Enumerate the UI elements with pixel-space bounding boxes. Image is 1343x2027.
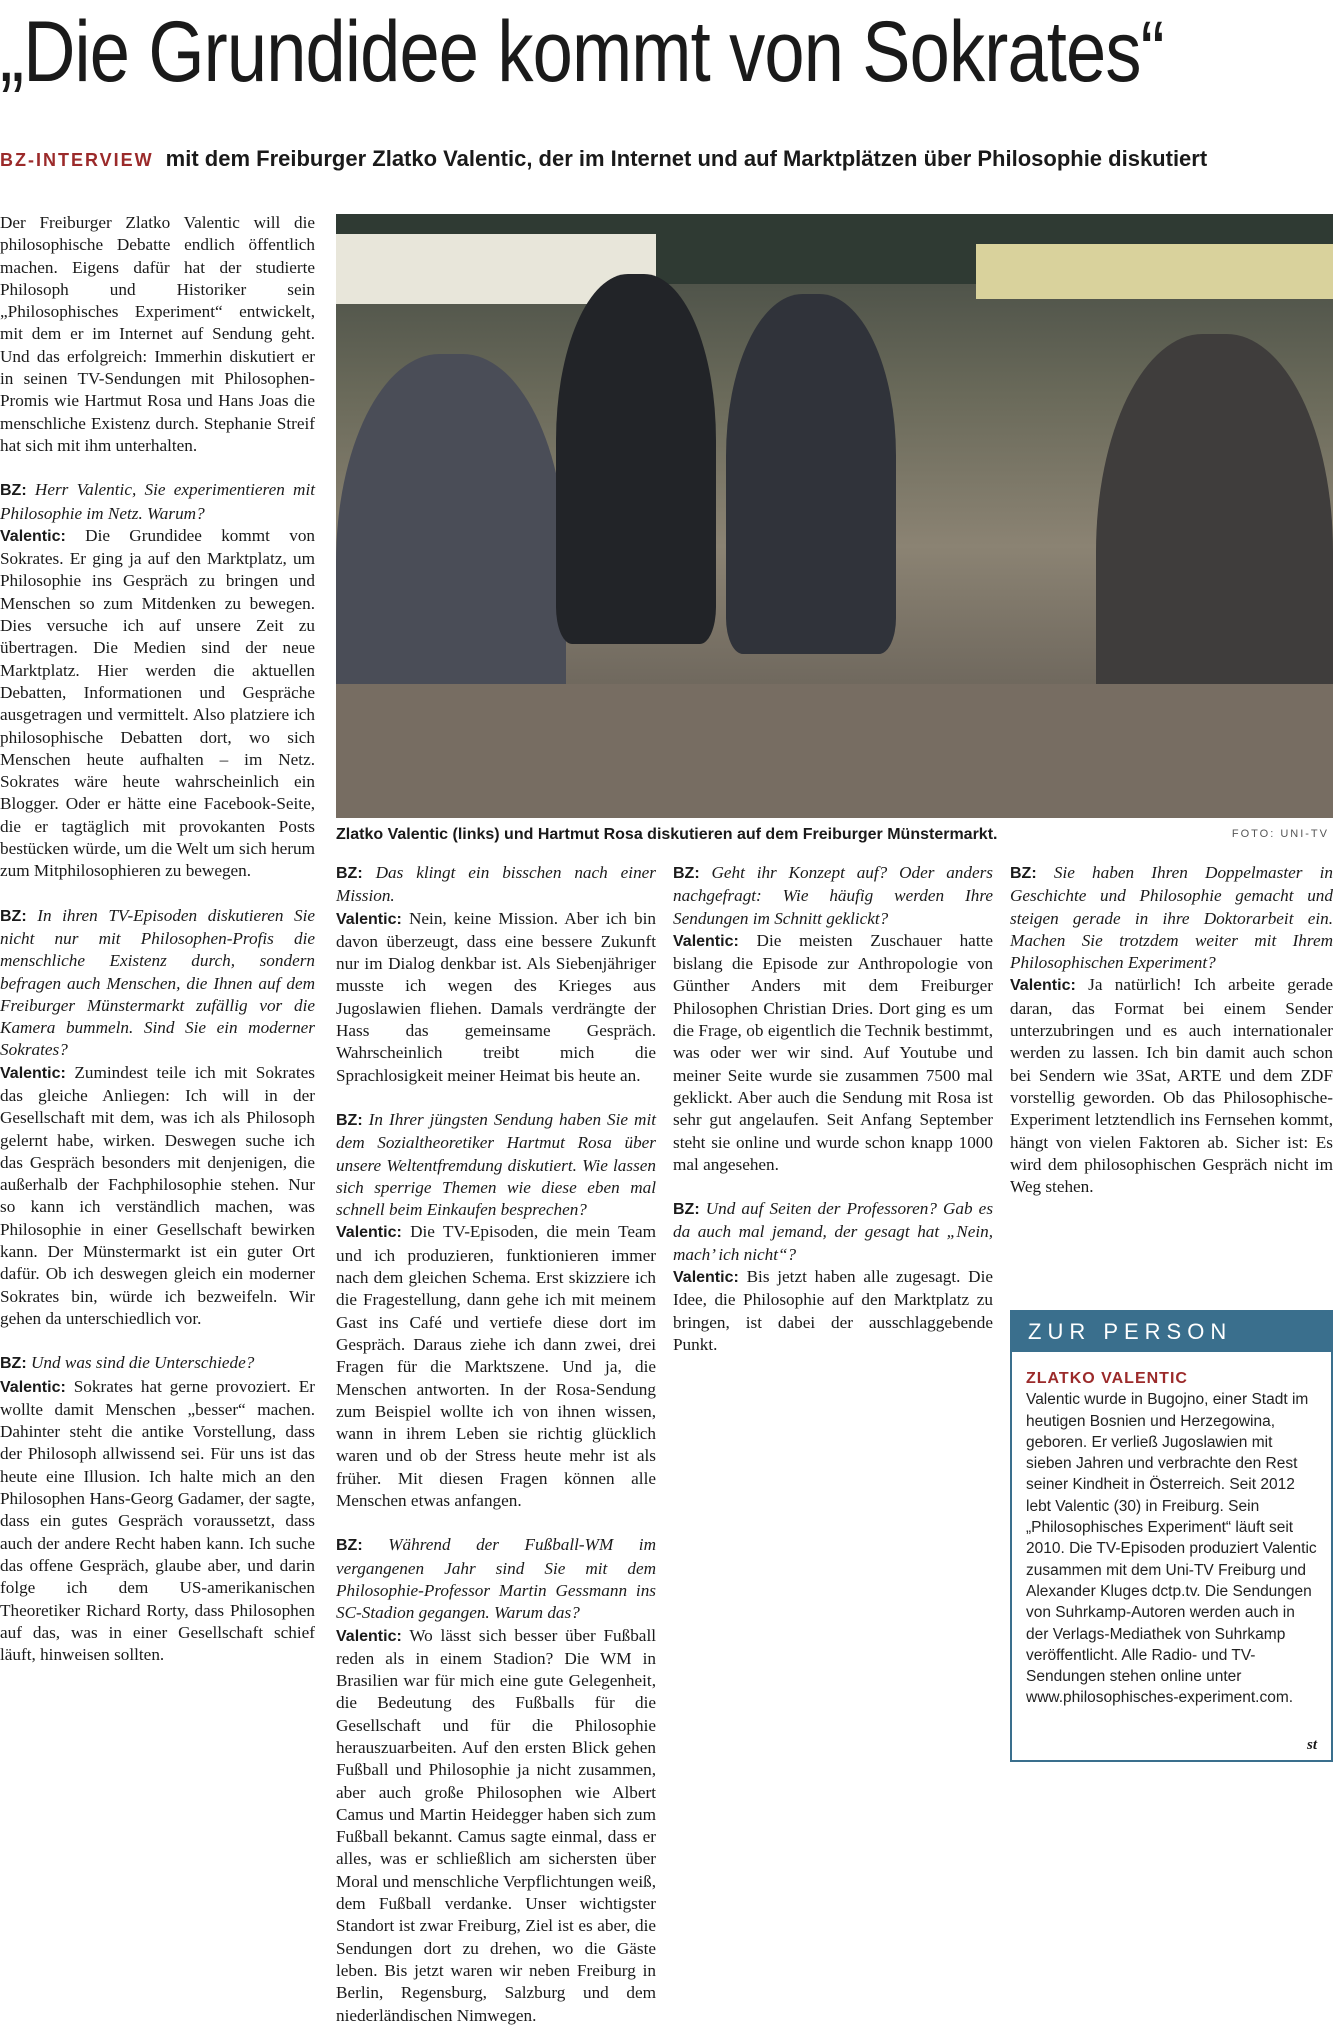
column-4: [1010, 862, 1333, 1302]
person-valentic: [556, 274, 716, 644]
answer: Die meisten Zuschauer hatte bislang die Episode zur Anthropologie von Günther Anders mit dem Freiburger Philosophen Christian Dries. Dort ging es um die Frage, ob eigentlich die Technik bestimmt, was oder wer wir sind. Auf Youtube und meiner Seite wurde sie zusammen 7500 mal geklickt. Aber auch die Sendung mit Rosa ist sehr gut angelaufen. Seit Anfang September steht sie online und wurde schon knapp 1000 mal angesehen.: [673, 930, 993, 1174]
subline-text: mit dem Freiburger Zlatko Valentic, der im Internet und auf Marktplätzen über Philosophie diskutiert: [165, 146, 1208, 171]
question: In Ihrer jüngsten Sendung haben Sie mit dem Sozialtheoretiker Hartmut Rosa über unsere Weltentfremdung diskutiert. Wie lassen sich sperrige Themen wie diese eben mal schnell beim Einkaufen besprechen?: [336, 1109, 657, 1220]
column-2: [336, 862, 657, 2025]
intro-paragraph: Der Freiburger Zlatko Valentic will die philosophische Debatte endlich öffentlich machen. Eigens dafür hat der studierte Philosoph und Historiker sein „Philosophisches Experiment“ entwickelt, mit dem er im Internet auf Sendung geht. Und das erfolgreich: Immerhin diskutiert er in seinen TV-Sendungen mit Philosophen-Promis wie Hartmut Rosa und Hans Joas die menschliche Existenz durch. Stephanie Streif hat sich mit ihm unterhalten.: [0, 213, 315, 455]
question: Das klingt ein bisschen nach einer Mission.: [336, 863, 656, 906]
answer: Zumindest teile ich mit Sokrates das gleiche Anliegen: Ich will in der Gesellschaft mit dem, was ich als Philosoph gelernt habe, wirken. Deswegen suche ich das Gespräch besonders mit denjenigen, die außerhalb der Fachphilosophie stehen. Nur so kann ich verständlich machen, was Philosophie in einer Gesellschaft bewirken kann. Der Münstermarkt ist ein guter Ort dafür. Ob ich deswegen gleich ein moderner Sokrates bin, würde ich bezweifeln. Wir gehen da unterschiedlich vor.: [0, 1062, 315, 1328]
qa-block-4: BZ: Das klingt ein bisschen nach einer Mission. Valentic: Nein, keine Mission. Aber ich bin davon überzeugt, dass eine bessere Zukunft nur im Dialog denkbar ist. Als Siebenjähriger musste ich wegen des Krieges aus Jugoslawien fliehen. Damals verdrängte der Hass das gemeinsame Gespräch. Wahrscheinlich treibt mich die Sprachlosigkeit meiner Heimat bis heute an.: [336, 863, 656, 1085]
column-1: [0, 212, 315, 1762]
qa-block-9: BZ: Sie haben Ihren Doppelmaster in Geschichte und Philosophie gemacht und steigen gerade in ihre Doktorarbeit ein. Machen Sie trotzdem weiter mit Ihrem Philosophischen Experiment? Valentic: Ja natürlich! Ich arbeite gerade daran, das Format bei einem Sender unterzubringen und es auch internationaler werden zu lassen. Ich bin damit auch schon bei Sendern wie 3Sat, ARTE und dem ZDF vorstellig geworden. Ob das Philosophische-Experiment letztendlich ins Fernsehen kommt, hängt von vielen Faktoren ab. Sicher ist: Es wird dem philosophischen Gespräch nicht im Weg stehen.: [1010, 863, 1333, 1197]
question: Geht ihr Konzept auf? Oder anders nachgefragt: Wie häufig werden Ihre Sendungen im Schnitt geklickt?: [673, 863, 993, 928]
question: Herr Valentic, Sie experimentieren mit Philosophie im Netz. Warum?: [0, 480, 316, 523]
author-signature: st: [1306, 1737, 1317, 1753]
answer: Wo lässt sich besser über Fußball reden als in einem Stadion? Die WM in Brasilien war für mich eine gute Gelegenheit, die Bedeutung des Fußballs für die Gesellschaft und für die Philosophie herauszuarbeiten. Auf den ersten Blick gehen Fußball und Philosophie ja nicht zusammen, aber auch große Philosophen wie Albert Camus und Martin Heidegger haben sich zum Fußball bekannt. Camus sagte einmal, dass er alles, was er schließlich am sichersten über Moral und menschliche Verpflichtungen weiß, dem Fußball verdanke. Unser wichtigster Standort ist zwar Freiburg, Ziel ist es aber, die Sendungen dort zu drehen, wo die Gäste leben. Bis jetzt waren wir neben Freiburg in Berlin, Regensburg, Salzburg und dem niederländischen Nimwegen.: [336, 1625, 656, 2025]
question: Während der Fußball-WM im vergangenen Jahr sind Sie mit dem Philosophie-Professor Martin Gessmann ins SC-Stadion gegangen. Warum das?: [336, 1535, 656, 1623]
question: Sie haben Ihren Doppelmaster in Geschichte und Philosophie gemacht und steigen gerade in ihre Doktorarbeit ein. Machen Sie trotzdem weiter mit Ihrem Philosophischen Experiment?: [1010, 863, 1333, 973]
market-photo: [336, 214, 1333, 818]
photo-credit: FOTO: UNI-TV: [1231, 828, 1329, 840]
qa-block-3: BZ: Und was sind die Unterschiede? Valentic: Sokrates hat gerne provoziert. Er wollte damit Menschen „besser“ machen. Dahinter steht die antike Vorstellung, dass der Philosoph allwissend sei. Für uns ist das heute eine Illusion. Ich halte mich an den Philosophen Hans-Georg Gadamer, der sagte, dass ein gutes Gespräch voraussetzt, dass auch der andere Recht haben kann. Ich suche das offene Gespräch, glaube aber, und darin folge ich dem US-amerikanischen Theoretiker Richard Rorty, dass Philosophen auf das, was in einer Gesellschaft schief läuft, hinweisen sollten.: [0, 1353, 315, 1665]
answer: Nein, keine Mission. Aber ich bin davon überzeugt, dass eine bessere Zukunft nur im Dialog denkbar ist. Als Siebenjähriger musste ich wegen des Krieges aus Jugoslawien fliehen. Damals verdrängte der Hass das gemeinsame Gespräch. Wahrscheinlich treibt mich die Sprachlosigkeit meiner Heimat bis heute an.: [336, 908, 656, 1085]
cobblestone-ground: [336, 684, 1333, 818]
answer: Sokrates hat gerne provoziert. Er wollte damit Menschen „besser“ machen. Dahinter steht die antike Vorstellung, dass der Philosoph allwissend sei. Für uns ist das heute eine Illusion. Ich halte mich an den Philosophen Hans-Georg Gadamer, der sagte, dass ein gutes Gespräch voraussetzt, dass auch der andere Recht haben kann. Ich suche das offene Gespräch, glaube aber, und darin folge ich dem US-amerikanischen Theoretiker Richard Rorty, dass Philosophen auf das, was in einer Gesellschaft schief läuft, hinweisen sollten.: [0, 1376, 315, 1665]
person-bio: Valentic wurde in Bugojno, einer Stadt im heutigen Bosnien und Herzegowina, geboren. Er verließ Jugoslawien mit sieben Jahren und verbrachte den Rest seiner Kindheit in Österreich. Seit 2012 lebt Valentic (30) in Freiburg. Sein „Philosophisches Experiment“ läuft seit 2010. Die TV-Episoden produziert Valentic zusammen mit dem Uni-TV Freiburg und Alexander Kluges dctp.tv. Die Sendungen von Suhrkamp-Autoren werden auch in der Verlags-Mediathek von Suhrkamp veröffentlicht. Alle Radio- und TV-Sendungen stehen online unter www.philosophisches-experiment.com.: [1026, 1391, 1317, 1707]
person-name: ZLATKO VALENTIC: [1026, 1370, 1188, 1387]
answer: Ja natürlich! Ich arbeite gerade daran, das Format bei einem Sender unterzubringen und es auch internationaler werden zu lassen. Ich bin damit auch schon bei Sendern wie 3Sat, ARTE und dem ZDF vorstellig geworden. Ob das Philosophische-Experiment letztendlich ins Fernsehen kommt, hängt von vielen Faktoren ab. Sicher ist: Es wird dem philosophischen Gespräch nicht im Weg stehen.: [1010, 975, 1333, 1197]
question: In ihren TV-Episoden diskutieren Sie nicht nur mit Philosophen-Profis die menschliche Existenz durch, sondern befragen auch Menschen, die Ihnen auf dem Freiburger Münstermarkt zufällig vor die Kamera bummeln. Sind Sie ein moderner Sokrates?: [0, 905, 315, 1060]
photo-caption: Zlatko Valentic (links) und Hartmut Rosa diskutieren auf dem Freiburger Münstermarkt.: [336, 826, 998, 843]
qa-block-1: BZ: Herr Valentic, Sie experimentieren mit Philosophie im Netz. Warum? Valentic: Die Grundidee kommt von Sokrates. Er ging ja auf den Marktplatz, um Philosophie ins Gespräch zu bringen und Menschen so zum Mitdenken zu bewegen. Dies versuche ich auf unsere Zeit zu übertragen. Die Medien sind der neue Marktplatz. Hier werden die aktuellen Debatten, Informationen und Gespräche ausgetragen und vermittelt. Also platziere ich philosophische Debatten dort, wo sich Menschen heute aufhalten – im Netz. Sokrates wäre heute wahrscheinlich ein Blogger. Oder er hätte eine Facebook-Seite, die er tagtäglich mit provokanten Posts bestücken würde, um die Welt um sich herum zum Mitphilosophieren zu bewegen.: [0, 480, 316, 881]
qa-block-8: BZ: Und auf Seiten der Professoren? Gab es da auch mal jemand, der gesagt hat „Nein, mach’ ich nicht“? Valentic: Bis jetzt haben alle zugesagt. Die Idee, die Philosophie auf den Marktplatz zu bringen, ist dabei der ausschlaggebende Punkt.: [673, 1199, 994, 1354]
answer: Die TV-Episoden, die mein Team und ich produzieren, funktionieren immer nach dem gleichen Schema. Erst skizziere ich die Fragestellung, dann gehe ich mit meinem Gast ins Café und vertiefe diese dort im Gespräch. Daraus ziehe ich dann zwei, drei Fragen für die Marktszene. Und ja, die Menschen antworten. In der Rosa-Sendung zum Beispiel wollte ich von ihnen wissen, wann in ihrem Leben sie richtig glücklich waren und ob der Stress heute mehr ist als früher. Mit diesen Fragen können alle Menschen etwas anfangen.: [336, 1222, 656, 1511]
answer: Die Grundidee kommt von Sokrates. Er ging ja auf den Marktplatz, um Philosophie ins Gespräch zu bringen und Menschen so zum Mitdenken zu bewegen. Dies versuche ich auf unsere Zeit zu übertragen. Die Medien sind der neue Marktplatz. Hier werden die aktuellen Debatten, Informationen und Gespräche ausgetragen und vermittelt. Also platziere ich philosophische Debatten dort, wo sich Menschen heute aufhalten – im Netz. Sokrates wäre heute wahrscheinlich ein Blogger. Oder er hätte eine Facebook-Seite, die er tagtäglich mit provokanten Posts bestücken würde, um die Welt um sich herum zum Mitphilosophieren zu bewegen.: [0, 525, 316, 881]
headline: „Die Grundidee kommt von Sokrates“: [0, 4, 1164, 100]
awning-right: [976, 244, 1333, 299]
column-3: [673, 862, 993, 1762]
qa-block-2: BZ: In ihren TV-Episoden diskutieren Sie nicht nur mit Philosophen-Profis die menschliche Existenz durch, sondern befragen auch Menschen, die Ihnen auf dem Freiburger Münstermarkt zufällig vor die Kamera bummeln. Sind Sie ein moderner Sokrates? Valentic: Zumindest teile ich mit Sokrates das gleiche Anliegen: Ich will in der Gesellschaft mit dem, was ich als Philosoph gelernt habe, wirken. Deswegen suche ich das Gespräch besonders mit denjenigen, die außerhalb der Fachphilosophie stehen. Nur so kann ich verständlich machen, was Philosophie in einer Gesellschaft bewirken kann. Der Münstermarkt ist ein guter Ort dafür. Ob ich deswegen gleich ein moderner Sokrates bin, würde ich bezweifeln. Wir gehen da unterschiedlich vor.: [0, 905, 315, 1328]
person-info-box: [1010, 1310, 1333, 1762]
qa-block-5: BZ: In Ihrer jüngsten Sendung haben Sie mit dem Sozialtheoretiker Hartmut Rosa über unsere Weltentfremdung diskutiert. Wie lassen sich sperrige Themen wie diese eben mal schnell beim Einkaufen besprechen? Valentic: Die TV-Episoden, die mein Team und ich produzieren, funktionieren immer nach dem gleichen Schema. Erst skizziere ich die Fragestellung, dann gehe ich mit meinem Gast ins Café und vertiefe diese dort im Gespräch. Daraus ziehe ich dann zwei, drei Fragen für die Marktszene. Und ja, die Menschen antworten. In der Rosa-Sendung zum Beispiel wollte ich von ihnen wissen, wann in ihrem Leben sie richtig glücklich waren und ob der Stress heute mehr ist als früher. Mit diesen Fragen können alle Menschen etwas anfangen.: [336, 1109, 657, 1511]
question: Und was sind die Unterschiede?: [30, 1353, 255, 1373]
kicker: BZ-INTERVIEW: [0, 150, 154, 170]
answer: Bis jetzt haben alle zugesagt. Die Idee, die Philosophie auf den Marktplatz zu bringen, ist dabei der ausschlaggebende Punkt.: [673, 1267, 993, 1354]
qa-block-7: BZ: Geht ihr Konzept auf? Oder anders nachgefragt: Wie häufig werden Ihre Sendungen im Schnitt geklickt? Valentic: Die meisten Zuschauer hatte bislang die Episode zur Anthropologie von Günther Anders mit dem Freiburger Philosophen Christian Dries. Dort ging es um die Frage, ob eigentlich die Technik bestimmt, was oder wer wir sind. Auf Youtube und meiner Seite wurde sie zusammen 7500 mal geklickt. Aber auch die Sendung mit Rosa ist sehr gut angelaufen. Seit Anfang September steht sie online und wurde schon knapp 1000 mal angesehen.: [673, 863, 993, 1174]
qa-block-6: BZ: Während der Fußball-WM im vergangenen Jahr sind Sie mit dem Philosophie-Professor Martin Gessmann ins SC-Stadion gegangen. Warum das? Valentic: Wo lässt sich besser über Fußball reden als in einem Stadion? Die WM in Brasilien war für mich eine gute Gelegenheit, die Bedeutung des Fußballs für die Gesellschaft und für die Philosophie herauszuarbeiten. Auf den ersten Blick gehen Fußball und Philosophie ja nicht zusammen, aber auch große Philosophen wie Albert Camus und Martin Heidegger haben sich zum Fußball bekannt. Camus sagte einmal, dass er alles, was er schließlich am sichersten über Moral und menschliche Verpflichtungen weiß, dem Fußball verdanke. Unser wichtigster Standort ist zwar Freiburg, Ziel ist es aber, die Sendungen dort zu drehen, wo die Gäste leben. Bis jetzt waren wir neben Freiburg in Berlin, Regensburg, Salzburg und dem niederländischen Nimwegen.: [336, 1535, 656, 2025]
question: Und auf Seiten der Professoren? Gab es da auch mal jemand, der gesagt hat „Nein, mach’ ich nicht“?: [673, 1199, 994, 1264]
subline: [0, 146, 1343, 172]
person-rosa: [726, 294, 896, 654]
person-box-title: ZUR PERSON: [1012, 1312, 1331, 1352]
